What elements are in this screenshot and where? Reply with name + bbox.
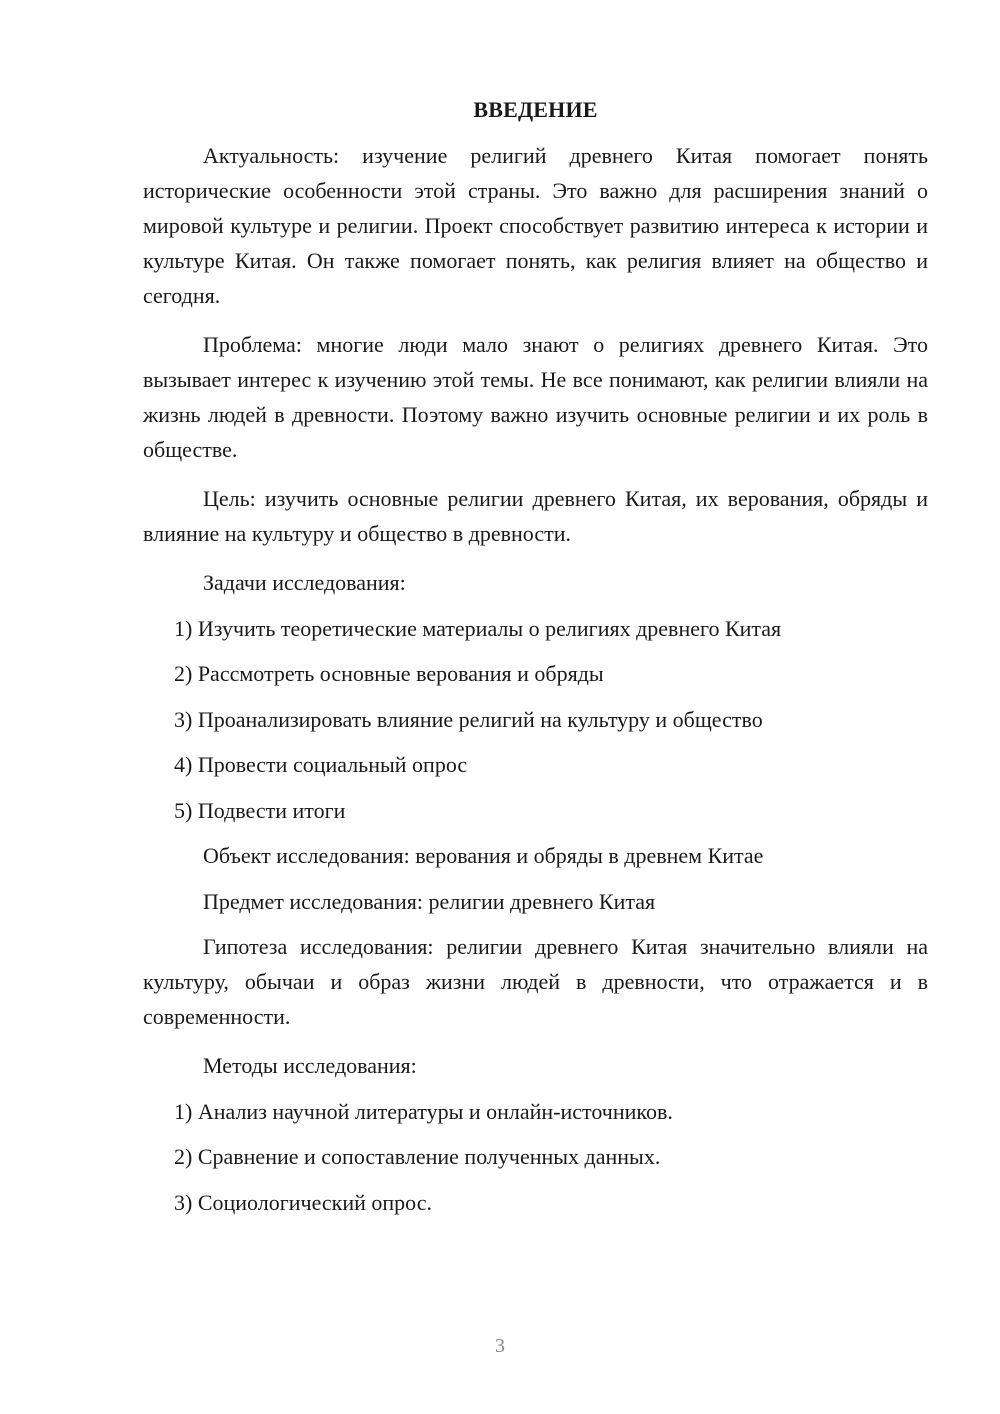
object-line: Объект исследования: верования и обряды в древнем Китае (203, 843, 764, 868)
methods-heading: Методы исследования: (203, 1053, 417, 1078)
list-item: 1) Анализ научной литературы и онлайн-источников. (174, 1098, 673, 1124)
page-number: 3 (495, 1335, 505, 1357)
problem-paragraph: Проблема: многие люди мало знают о религиях древнего Китая. Это вызывает интерес к изучению этой темы. Не все понимают, как религии влияли на жизнь людей в древности. Поэтому важно изучить основные религии и их роль в обществе. (143, 332, 928, 462)
list-item: 1) Изучить теоретические материалы о религиях древнего Китая (174, 615, 782, 641)
list-item: 2) Сравнение и сопоставление полученных данных. (174, 1144, 661, 1169)
list-item: 5) Подвести итоги (174, 797, 346, 823)
tasks-heading: Задачи исследования: (203, 570, 406, 595)
hypothesis-paragraph: Гипотеза исследования: религии древнего Китая значительно влияли на культуру, обычаи и образ жизни людей в древности, что отражается и в современности. (143, 934, 928, 1029)
goal-paragraph: Цель: изучить основные религии древнего Китая, их верования, обряды и влияние на культуру и общество в древности. (143, 486, 928, 546)
list-item: 4) Провести социальный опрос (174, 752, 468, 777)
section-title: ВВЕДЕНИЕ (473, 97, 598, 122)
page-content (143, 96, 928, 1230)
methods-list (143, 1094, 928, 1220)
tasks-list (143, 611, 928, 828)
subject-line: Предмет исследования: религии древнего Китая (203, 888, 656, 914)
list-item: 3) Проанализировать влияние религий на культуру и общество (174, 706, 763, 732)
relevance-paragraph: Актуальность: изучение религий древнего Китая помогает понять исторические особенности этой страны. Это важно для расширения знаний о мировой культуре и религии. Проект способствует развитию интереса к истории и культуре Китая. Он также помогает понять, как религия влияет на общество и сегодня. (143, 143, 928, 308)
list-item: 3) Социологический опрос. (174, 1189, 432, 1215)
list-item: 2) Рассмотреть основные верования и обряды (174, 661, 604, 686)
